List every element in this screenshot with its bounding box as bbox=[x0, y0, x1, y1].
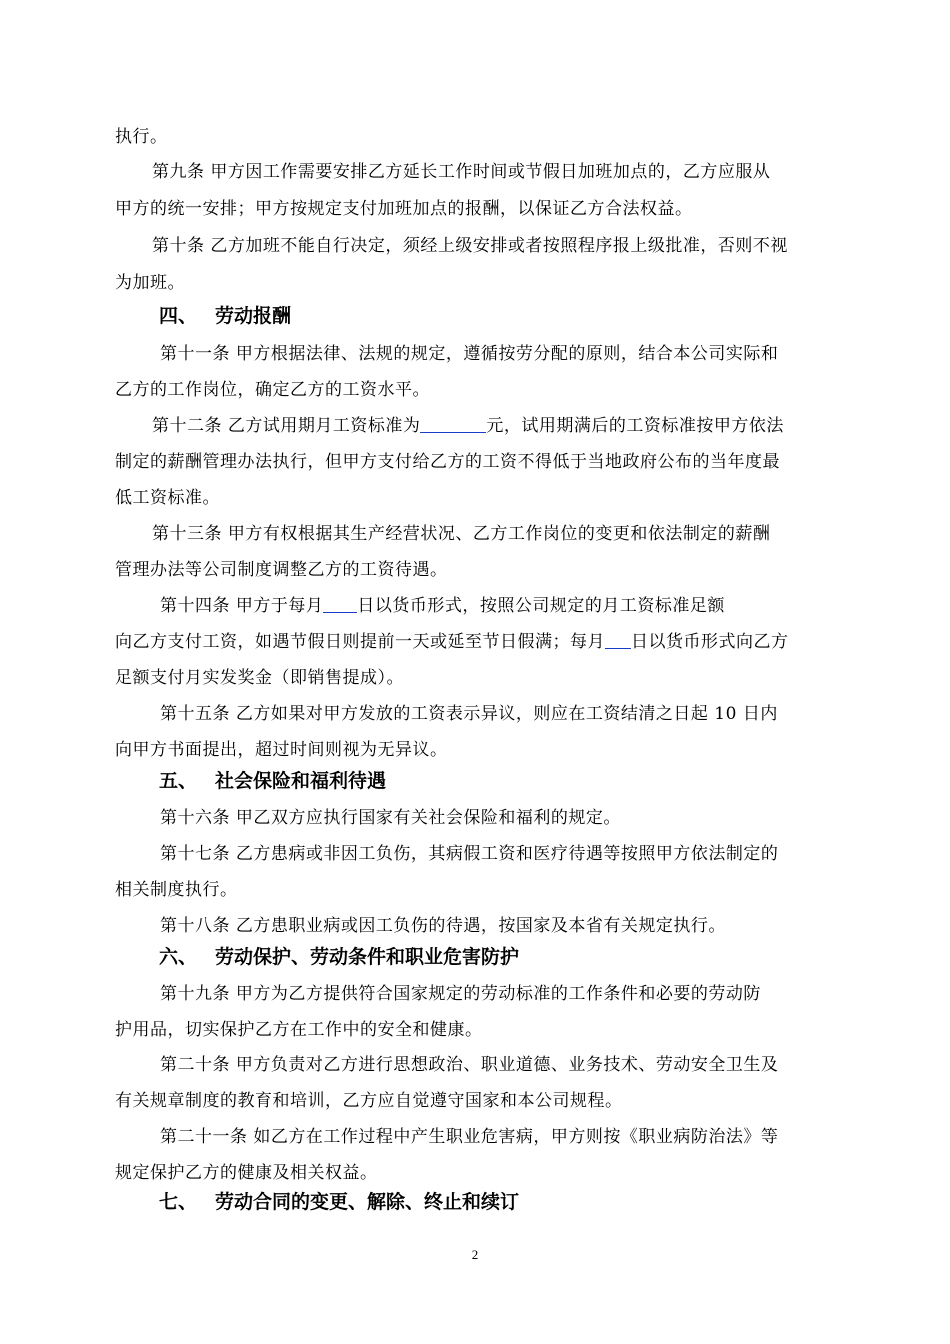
article-14-text-a: 第十四条 甲方于每月 bbox=[160, 596, 324, 616]
section-number: 五、 bbox=[159, 770, 198, 792]
article-9-line-1: 第九条 甲方因工作需要安排乙方延长工作时间或节假日加班加点的，乙方应服从 bbox=[152, 162, 771, 182]
article-12-text-b: 元，试用期满后的工资标准按甲方依法 bbox=[486, 416, 784, 436]
article-20-line-2: 有关规章制度的教育和培训，乙方应自觉遵守国家和本公司规程。 bbox=[115, 1091, 623, 1111]
article-19-line-2: 护用品，切实保护乙方在工作中的安全和健康。 bbox=[115, 1020, 483, 1040]
article-12-line-1 bbox=[152, 414, 784, 438]
article-17-line-1: 第十七条 乙方患病或非因工负伤，其病假工资和医疗待遇等按照甲方依法制定的 bbox=[160, 844, 779, 864]
article-18-line-1: 第十八条 乙方患职业病或因工负伤的待遇，按国家及本省有关规定执行。 bbox=[160, 916, 726, 936]
article-13-line-1: 第十三条 甲方有权根据其生产经营状况、乙方工作岗位的变更和依法制定的薪酬 bbox=[152, 524, 771, 544]
salary-blank bbox=[420, 414, 486, 433]
section-title: 劳动合同的变更、解除、终止和续订 bbox=[215, 1191, 520, 1213]
article-14-line-2 bbox=[115, 630, 789, 654]
article-10-line-1: 第十条 乙方加班不能自行决定，须经上级安排或者按照程序报上级批准，否则不视 bbox=[152, 236, 788, 256]
article-17-line-2: 相关制度执行。 bbox=[115, 880, 238, 900]
section-heading-4 bbox=[159, 303, 291, 329]
article-15-line-2: 向甲方书面提出，超过时间则视为无异议。 bbox=[115, 740, 448, 760]
article-12-line-2: 制定的薪酬管理办法执行，但甲方支付给乙方的工资不得低于当地政府公布的当年度最 bbox=[115, 452, 780, 472]
section-title: 劳动报酬 bbox=[215, 305, 292, 327]
article-10-line-2: 为加班。 bbox=[115, 273, 185, 293]
section-title: 社会保险和福利待遇 bbox=[215, 770, 387, 792]
article-12-text-a: 第十二条 乙方试用期月工资标准为 bbox=[152, 416, 421, 436]
article-14-text-b: 日以货币形式，按照公司规定的月工资标准足额 bbox=[357, 596, 725, 616]
article-16-line-1: 第十六条 甲乙双方应执行国家有关社会保险和福利的规定。 bbox=[160, 808, 621, 828]
section-number: 七、 bbox=[159, 1191, 198, 1213]
section-number: 六、 bbox=[159, 946, 198, 968]
text-line: 执行。 bbox=[115, 127, 168, 147]
section-heading-5 bbox=[159, 768, 386, 794]
section-heading-7 bbox=[159, 1189, 519, 1215]
article-12-line-3: 低工资标准。 bbox=[115, 488, 220, 508]
article-20-line-1: 第二十条 甲方负责对乙方进行思想政治、职业道德、业务技术、劳动安全卫生及 bbox=[160, 1055, 779, 1075]
section-title: 劳动保护、劳动条件和职业危害防护 bbox=[215, 946, 520, 968]
article-14-line-1 bbox=[160, 594, 725, 618]
article-21-line-1: 第二十一条 如乙方在工作过程中产生职业危害病，甲方则按《职业病防治法》等 bbox=[160, 1127, 779, 1147]
section-number: 四、 bbox=[159, 305, 198, 327]
article-14-text-c: 向乙方支付工资，如遇节假日则提前一天或延至节日假满；每月 bbox=[115, 632, 605, 652]
article-14-line-3: 足额支付月实发奖金（即销售提成）。 bbox=[115, 668, 404, 688]
pay-day-blank bbox=[323, 594, 357, 613]
section-heading-6 bbox=[159, 944, 519, 970]
bonus-day-blank bbox=[605, 630, 631, 649]
article-13-line-2: 管理办法等公司制度调整乙方的工资待遇。 bbox=[115, 560, 448, 580]
article-15-line-1: 第十五条 乙方如果对甲方发放的工资表示异议，则应在工资结清之日起 10 日内 bbox=[160, 704, 778, 724]
article-21-line-2: 规定保护乙方的健康及相关权益。 bbox=[115, 1163, 378, 1183]
article-11-line-1: 第十一条 甲方根据法律、法规的规定，遵循按劳分配的原则，结合本公司实际和 bbox=[160, 344, 779, 364]
article-19-line-1: 第十九条 甲方为乙方提供符合国家规定的劳动标准的工作条件和必要的劳动防 bbox=[160, 984, 761, 1004]
page-number: 2 bbox=[471, 1247, 479, 1262]
article-9-line-2: 甲方的统一安排；甲方按规定支付加班加点的报酬，以保证乙方合法权益。 bbox=[115, 199, 693, 219]
article-11-line-2: 乙方的工作岗位，确定乙方的工资水平。 bbox=[115, 380, 430, 400]
article-14-text-d: 日以货币形式向乙方 bbox=[631, 632, 789, 652]
